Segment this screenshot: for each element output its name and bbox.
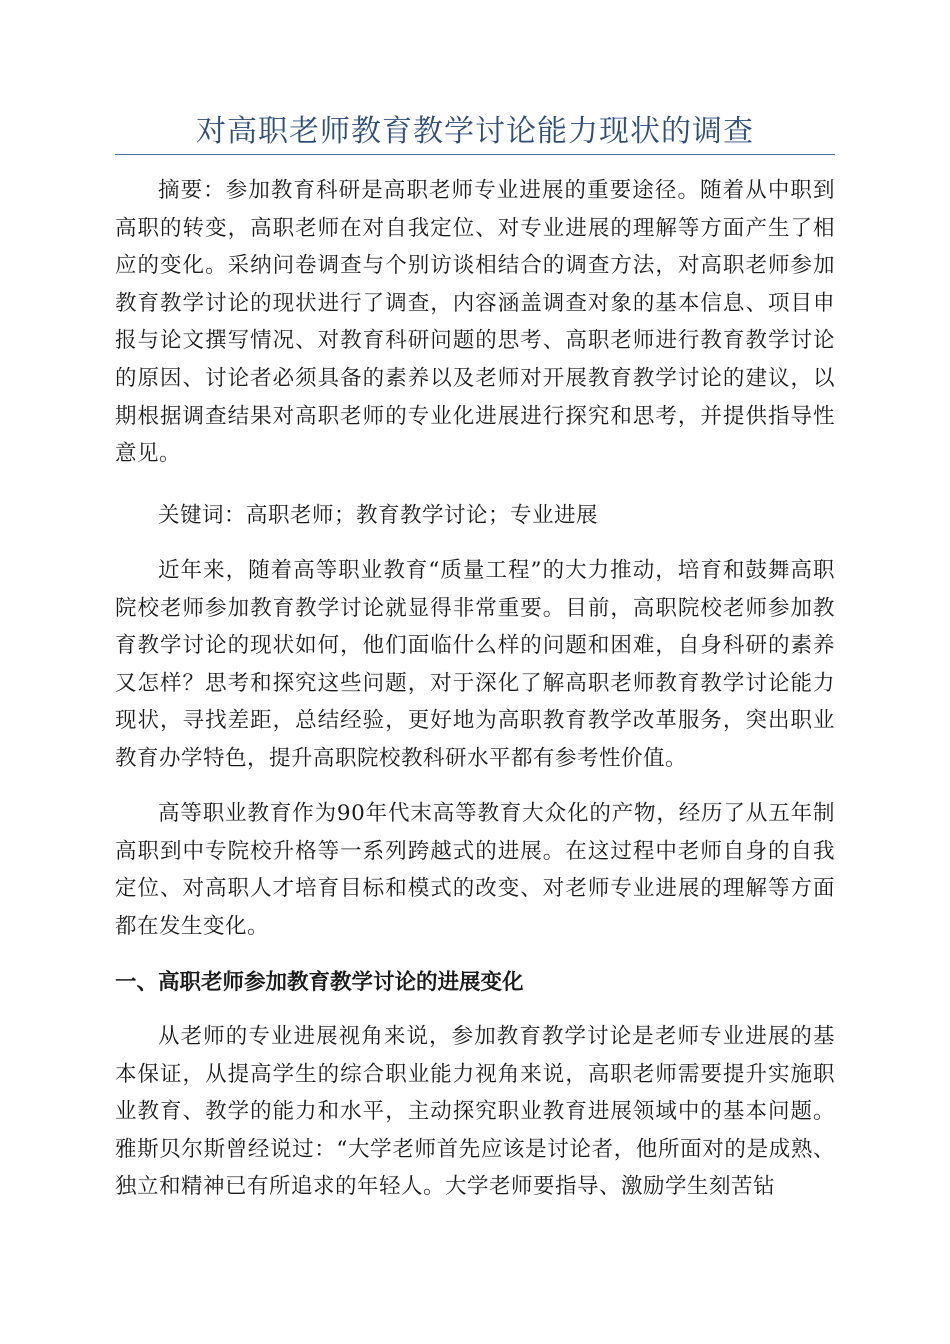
title-underline bbox=[115, 154, 835, 155]
body-paragraph-1: 近年来，随着高等职业教育“质量工程”的大力推动，培育和鼓舞高职院校老师参加教育教学讨论就显得非常重要。目前，高职院校老师参加教育教学讨论的现状如何，他们面临什么样的问题和困难，自身科研的素养又怎样？思考和探究这些问题，对于深化了解高职老师教育教学讨论能力现状，寻找差距，总结经验，更好地为高职教育教学改革服务，突出职业教育办学特色，提升高职院校教科研水平都有参考性价值。 bbox=[115, 558, 835, 771]
abstract-paragraph: 摘要：参加教育科研是高职老师专业进展的重要途径。随着从中职到高职的转变，高职老师在对自我定位、对专业进展的理解等方面产生了相应的变化。采纳问卷调查与个别访谈相结合的调查方法，对高职老师参加教育教学讨论的现状进行了调查，内容涵盖调查对象的基本信息、项目申报与论文撰写情况、对教育科研问题的思考、高职老师进行教育教学讨论的原因、讨论者必须具备的素养以及老师对开展教育教学讨论的建议，以期根据调查结果对高职老师的专业化进展进行探究和思考，并提供指导性意见。 bbox=[115, 178, 835, 467]
body-paragraph-3: 从老师的专业进展视角来说，参加教育教学讨论是老师专业进展的基本保证，从提高学生的综合职业能力视角来说，高职老师需要提升实施职业教育、教学的能力和水平，主动探究职业教育进展领域中的基本问题。雅斯贝尔斯曾经说过：“大学老师首先应该是讨论者，他所面对的是成熟、独立和精神已有所追求的年轻人。大学老师要指导、激励学生刻苦钻 bbox=[115, 1024, 835, 1200]
body-paragraph-2: 高等职业教育作为90年代末高等教育大众化的产物，经历了从五年制高职到中专院校升格等一系列跨越式的进展。在这过程中老师自身的自我定位、对高职人才培育目标和模式的改变、对老师专业进展的理解等方面都在发生变化。 bbox=[115, 801, 835, 939]
document-title: 对高职老师教育教学讨论能力现状的调查 bbox=[196, 114, 754, 149]
keywords-line: 关键词：高职老师；教育教学讨论；专业进展 bbox=[158, 503, 599, 528]
section-heading-1: 一、高职老师参加教育教学讨论的进展变化 bbox=[115, 970, 524, 995]
